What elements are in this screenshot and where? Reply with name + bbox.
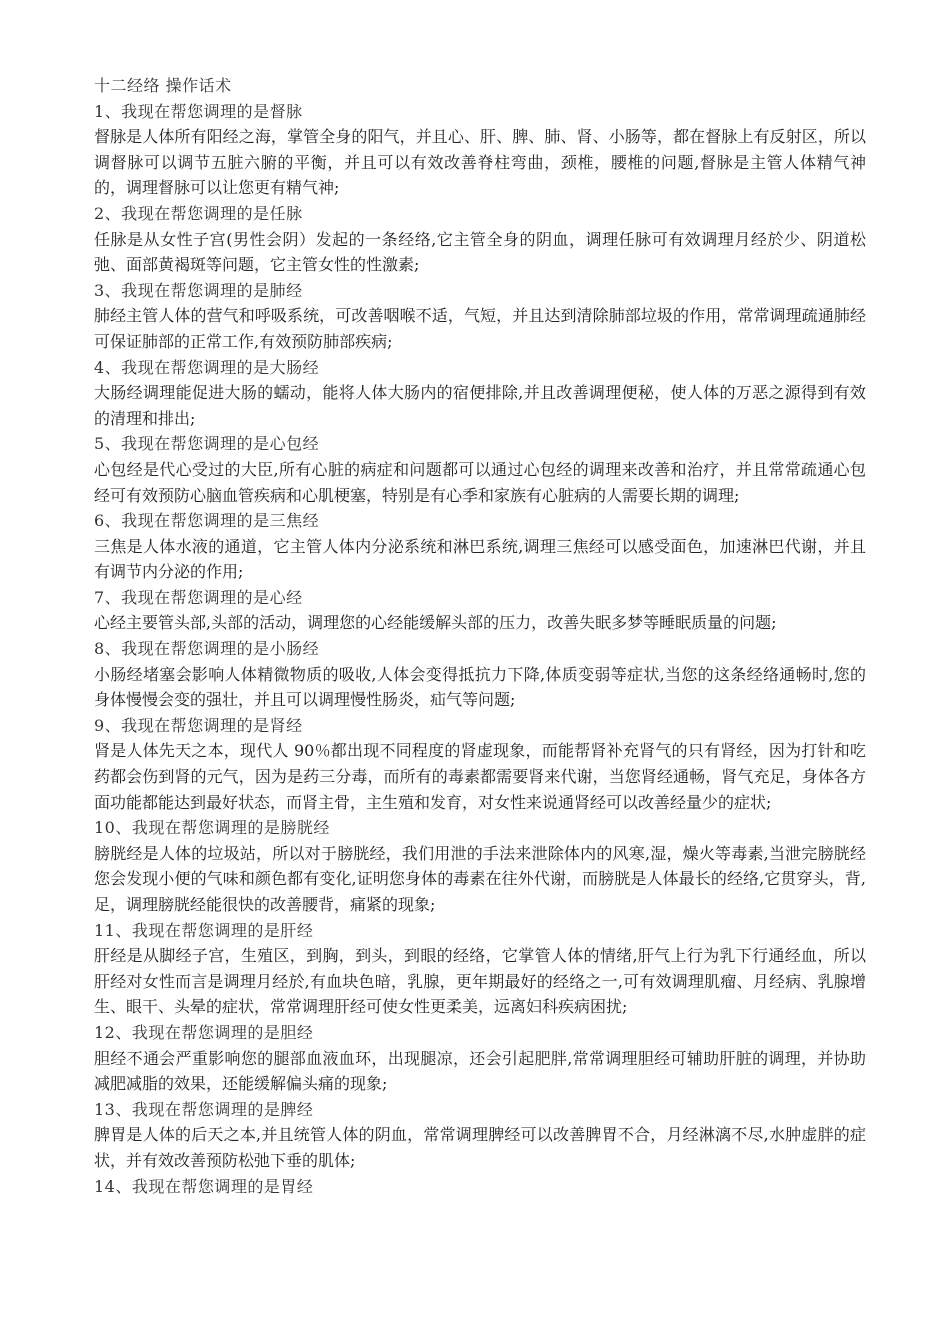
document-title: 十二经络 操作话术 xyxy=(94,76,232,95)
section-body: 任脉是从女性子宫(男性会阴）发起的一条经络,它主管全身的阴血，调理任脉可有效调理月经於少、阴道松弛、面部黄褐斑等问题，它主管女性的性激素; xyxy=(94,229,866,275)
section-body: 心包经是代心受过的大臣,所有心脏的病症和问题都可以通过心包经的调理来改善和治疗，并且常常疏通心包经可有效预防心脑血管疾病和心肌梗塞，特别是有心季和家族有心脏病的人需要长期的调理; xyxy=(94,459,866,505)
section-lung-meridian xyxy=(94,278,866,355)
section-heading: 8、我现在帮您调理的是小肠经 xyxy=(94,639,320,659)
section-heading: 7、我现在帮您调理的是心经 xyxy=(94,587,303,607)
section-heading: 3、我现在帮您调理的是肺经 xyxy=(94,280,303,300)
section-body: 心经主要管头部,头部的活动，调理您的心经能缓解头部的压力，改善失眠多梦等睡眠质量的问题; xyxy=(94,613,777,633)
section-body: 胆经不通会严重影响您的腿部血液血环，出现腿凉，还会引起肥胖,常常调理胆经可辅助肝脏的调理，并协助减肥减脂的效果，还能缓解偏头痛的现象; xyxy=(94,1048,866,1094)
section-body: 肺经主管人体的营气和呼吸系统，可改善咽喉不适，气短，并且达到清除肺部垃圾的作用，常常调理疏通肺经可保证肺部的正常工作,有效预防肺部疾病; xyxy=(94,306,866,351)
section-body: 肝经是从脚经子宫，生殖区，到胸，到头，到眼的经络，它掌管人体的情绪,肝气上行为乳下行通经血，所以肝经对女性而言是调理月经於,有血块色暗，乳腺，更年期最好的经络之一,可有效调理肌瘤、月经病、乳腺增生、眼干、头晕的症状，常常调理肝经可使女性更柔美，远离妇科疾病困扰; xyxy=(94,946,866,1017)
section-stomach-meridian xyxy=(94,1174,866,1200)
section-liver-meridian xyxy=(94,918,866,1020)
section-heading: 6、我现在帮您调理的是三焦经 xyxy=(94,511,320,531)
section-heading: 11、我现在帮您调理的是肝经 xyxy=(94,920,314,940)
section-heading: 4、我现在帮您调理的是大肠经 xyxy=(94,357,320,377)
section-ren-mai xyxy=(94,201,866,278)
section-bladder-meridian xyxy=(94,815,866,917)
section-body: 督脉是人体所有阳经之海，掌管全身的阳气，并且心、肝、脾、肺、肾、小肠等，都在督脉上有反射区，所以调督脉可以调节五脏六腑的平衡，并且可以有效改善脊柱弯曲，颈椎，腰椎的问题,督脉是主管人体精气神的，调理督脉可以让您更有精气神; xyxy=(94,127,866,198)
section-heading: 9、我现在帮您调理的是肾经 xyxy=(94,715,303,735)
section-heading: 14、我现在帮您调理的是胃经 xyxy=(94,1176,314,1196)
section-large-intestine-meridian xyxy=(94,355,866,432)
section-small-intestine-meridian xyxy=(94,636,866,713)
section-body: 三焦是人体水液的通道，它主管人体内分泌系统和淋巴系统,调理三焦经可以感受面色，加速淋巴代谢，并且有调节内分泌的作用; xyxy=(94,536,866,582)
section-heading: 13、我现在帮您调理的是脾经 xyxy=(94,1099,314,1119)
section-body: 大肠经调理能促进大肠的蠕动，能将人体大肠内的宿便排除,并且改善调理便秘，使人体的万恶之源得到有效的清理和排出; xyxy=(94,383,866,428)
section-body: 小肠经堵塞会影响人体精微物质的吸收,人体会变得抵抗力下降,体质变弱等症状,当您的这条经络通畅时,您的身体慢慢会变的强壮，并且可以调理慢性肠炎，疝气等问题; xyxy=(94,664,866,710)
section-spleen-meridian xyxy=(94,1097,866,1174)
section-pericardium-meridian xyxy=(94,431,866,508)
section-body: 脾胃是人体的后天之本,并且统管人体的阴血，常常调理脾经可以改善脾胃不合，月经淋漓不尽,水肿虚胖的症状，并有效改善预防松弛下垂的肌体; xyxy=(94,1125,866,1170)
section-body: 肾是人体先天之本，现代人 90％都出现不同程度的肾虚现象，而能帮肾补充肾气的只有肾经，因为打针和吃药都会伤到肾的元气，因为是药三分毒，而所有的毒素都需要肾来代谢，当您肾经通畅，肾气充足，身体各方面功能都能达到最好状态，而肾主骨，主生殖和发育，对女性来说通肾经可以改善经量少的症状; xyxy=(94,741,866,812)
section-heading: 2、我现在帮您调理的是任脉 xyxy=(94,203,303,223)
section-heading: 1、我现在帮您调理的是督脉 xyxy=(94,101,303,121)
section-heart-meridian xyxy=(94,585,866,636)
section-heading: 12、我现在帮您调理的是胆经 xyxy=(94,1022,314,1042)
section-heading: 10、我现在帮您调理的是膀胱经 xyxy=(94,818,330,838)
section-kidney-meridian xyxy=(94,713,866,815)
section-triple-burner-meridian xyxy=(94,508,866,585)
section-gallbladder-meridian xyxy=(94,1020,866,1097)
section-heading: 5、我现在帮您调理的是心包经 xyxy=(94,434,320,454)
section-body: 膀胱经是人体的垃圾站，所以对于膀胱经，我们用泄的手法来泄除体内的风寒,湿，燥火等毒素,当泄完膀胱经您会发现小便的气味和颜色都有变化,证明您身体的毒素在往外代谢，而膀胱是人体最长的经络,它贯穿头，背,足，调理膀胱经能很快的改善腰背，痛紧的现象; xyxy=(94,843,866,914)
section-du-mai xyxy=(94,99,866,201)
